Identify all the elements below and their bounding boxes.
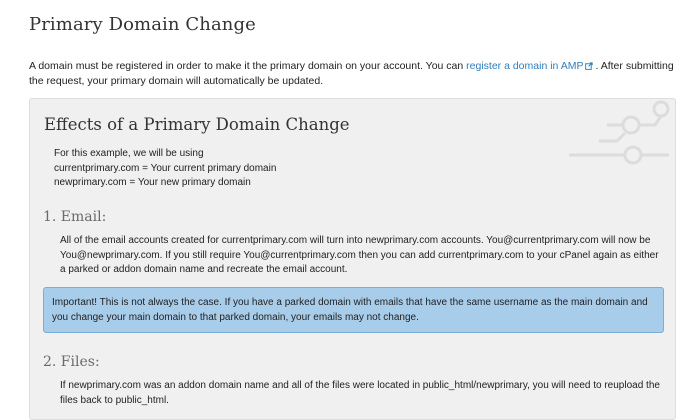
example-line: currentprimary.com = Your current primary domain: [54, 162, 277, 174]
example-line: For this example, we will be using: [54, 148, 204, 159]
effects-panel: [29, 98, 676, 420]
section-title-files: 2. Files:: [43, 354, 100, 370]
register-domain-link[interactable]: register a domain in AMP: [466, 60, 584, 72]
example-block: [54, 147, 276, 191]
panel-title: Effects of a Primary Domain Change: [44, 115, 350, 134]
circuit-decoration-icon: [549, 99, 676, 179]
section-body-email: All of the email accounts created for currentprimary.com will turn into newprimary.com accounts. You@currentprimary.com will now be You@newprimary.com. If you still require You@currentprimary.com then you can add currentprimary.com to your cPanel again as either a parked or addon domain name and recreate the email account.: [60, 235, 659, 275]
intro-text-start: A domain must be registered in order to make it the primary domain on your account. You can: [29, 60, 467, 72]
external-link-icon[interactable]: [585, 62, 593, 70]
intro-paragraph: [29, 59, 674, 89]
section-body-files: If newprimary.com was an addon domain name and all of the files were located in public_html/newprimary, you will need to reupload the files back to public_html.: [60, 380, 660, 406]
page-title: Primary Domain Change: [29, 14, 256, 35]
important-alert: Important! This is not always the case. If you have a parked domain with emails that have the same username as the main domain and you change your main domain to that parked domain, your emails may not change.: [43, 287, 664, 333]
section-title-email: 1. Email:: [43, 209, 107, 225]
example-line: newprimary.com = Your new primary domain: [54, 177, 251, 188]
intro-text-end: . After submitting the request, your primary domain will automatically be updated.: [29, 60, 674, 87]
